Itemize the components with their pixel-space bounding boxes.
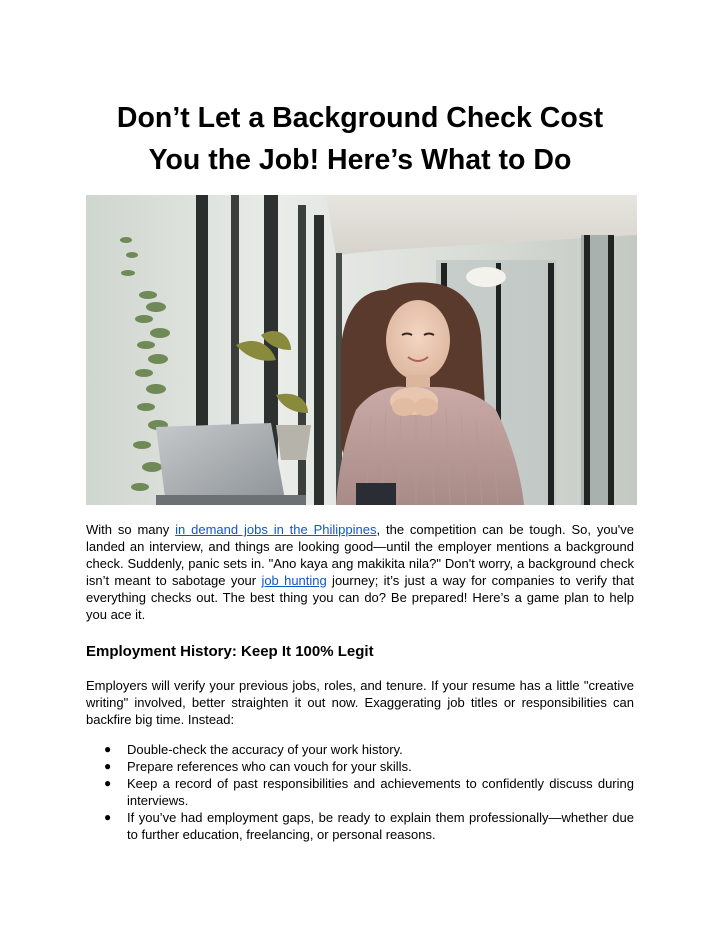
link-job-hunting[interactable]: job hunting [261, 573, 327, 588]
bullet-icon: ● [104, 810, 112, 824]
hero-photo-illustration [86, 195, 637, 505]
article-title [60, 97, 660, 181]
intro-text-2: , the competition can be tough. So, you've landed an interview, and things are looking good—until the employer mentions a background check. Suddenly, panic sets in. "Ano kaya ang makikita nila?" Don't worry, a background check isn’t meant to sabotage your [86, 522, 634, 588]
list-item [86, 809, 634, 843]
intro-paragraph [86, 521, 634, 623]
link-in-demand-jobs[interactable]: in demand jobs in the Philippines [175, 522, 377, 537]
section-heading-employment-history: Employment History: Keep It 100% Legit [86, 643, 374, 660]
intro-text-3: journey; it’s just a way for companies to verify that everything checks out. The best thing you can do? Be prepared! Here’s a game plan to help you ace it. [86, 573, 634, 622]
list-item-text: Keep a record of past responsibilities and achievements to confidently discuss during interviews. [127, 776, 634, 808]
list-item [86, 775, 634, 809]
employment-history-paragraph: Employers will verify your previous jobs, roles, and tenure. If your resume has a little "creative writing" involved, better straighten it out now. Exaggerating job titles or responsibilities can backfire big time. Instead: [86, 678, 634, 727]
bullet-icon: ● [104, 759, 112, 773]
article-title-line-2: You the Job! Here’s What to Do [148, 144, 572, 176]
list-item-text: If you’ve had employment gaps, be ready to explain them professionally—whether due to further education, freelancing, or personal reasons. [127, 810, 634, 842]
bullet-icon: ● [104, 742, 112, 756]
bullet-list [86, 741, 634, 843]
list-item-text: Prepare references who can vouch for your skills. [127, 759, 412, 774]
list-item [86, 758, 634, 775]
bullet-icon: ● [104, 776, 112, 790]
article-title-line-1: Don’t Let a Background Check Cost [116, 102, 604, 134]
hero-image [86, 195, 637, 505]
intro-text-1: With so many [86, 522, 176, 537]
list-item-text: Double-check the accuracy of your work history. [127, 742, 403, 757]
list-item [86, 741, 634, 758]
